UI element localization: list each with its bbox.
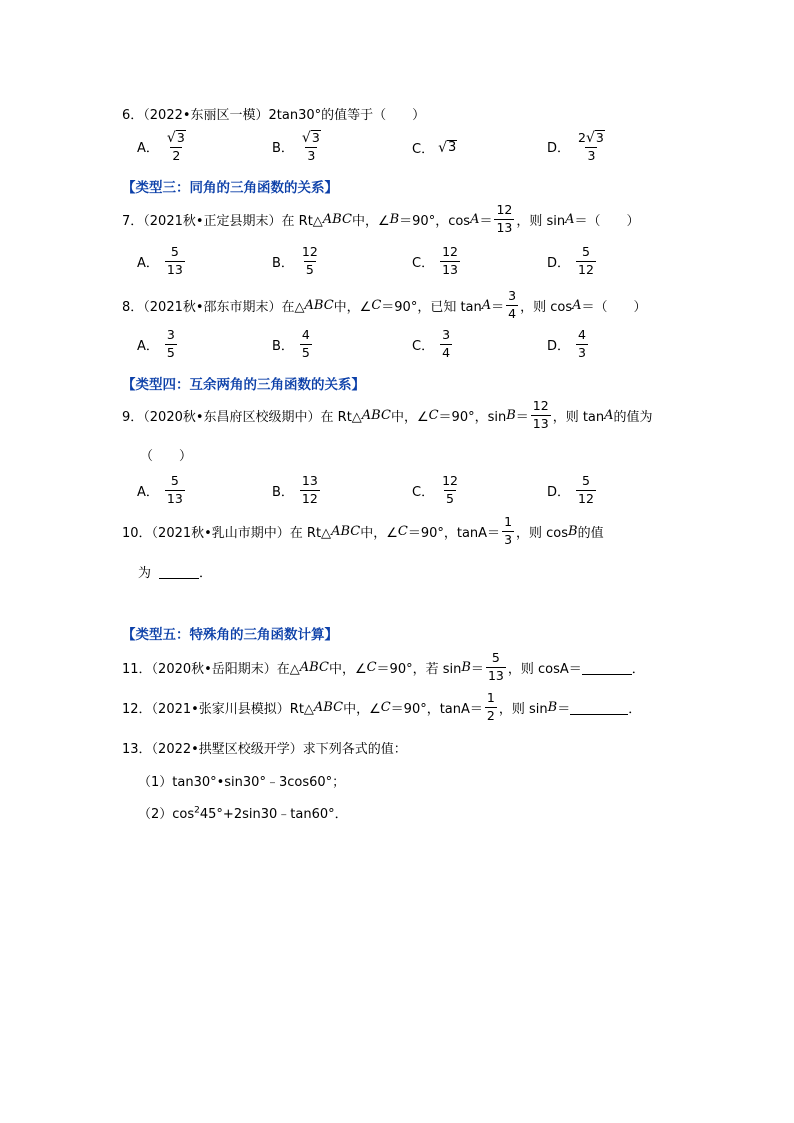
q10-stem: 10．（2021秋•乳山市期中）在 Rt△ ABC 中，∠ C ＝90°，tanA＝ $\frac{1}{3}$ ，则 cos B 的值 bbox=[122, 514, 604, 547]
sqrt: √ 3 bbox=[301, 129, 320, 146]
q7-option-b[interactable]: B． $\frac{12}{5}$ bbox=[272, 244, 318, 277]
q6-option-d[interactable] bbox=[547, 130, 609, 162]
fraction: √ 3 2 bbox=[166, 129, 185, 163]
section-heading-type3: 【类型三：同角的三角函数的关系】 bbox=[122, 180, 338, 196]
option-label: B． bbox=[272, 140, 294, 156]
q8-option-b[interactable]: B． $\frac{4}{5}$ bbox=[272, 327, 310, 360]
fraction: $\frac{12}{13}$ bbox=[442, 244, 458, 277]
answer-blank[interactable] bbox=[159, 564, 199, 579]
option-label: A． bbox=[137, 140, 159, 156]
q10-line2: 为 ． bbox=[138, 566, 213, 581]
q9-option-a[interactable]: A． $\frac{5}{13}$ bbox=[137, 473, 183, 506]
q8-option-d[interactable]: D． $\frac{4}{3}$ bbox=[547, 327, 586, 360]
fraction: $\frac{5}{13}$ bbox=[487, 650, 504, 683]
q7-option-a[interactable]: A． $\frac{5}{13}$ bbox=[137, 244, 183, 277]
q8-stem: 8．（2021秋•邵东市期末）在△ ABC 中，∠ C ＝90°，已知 tan A ＝ $\frac{3}{4}$ ，则 cos A ＝（ ） bbox=[122, 288, 647, 321]
fraction: $\frac{5}{13}$ bbox=[166, 244, 183, 277]
q13-part1: （1）tan30°•sin30°﹣3cos60°； bbox=[138, 775, 346, 790]
q9-option-c[interactable]: C． $\frac{12}{5}$ bbox=[412, 473, 458, 506]
fraction: √ 3 3 bbox=[301, 129, 320, 163]
fraction: $\frac{5}{12}$ bbox=[578, 473, 594, 506]
fraction: $\frac{3}{4}$ bbox=[442, 327, 451, 360]
q13-stem: 13．（2022•拱墅区校级开学）求下列各式的值： bbox=[122, 742, 407, 757]
q11-stem: 11．（2020秋•岳阳期末）在△ ABC 中，∠ C ＝90°，若 sin B ＝ $\frac{5}{13}$ ，则 cosA＝ ． bbox=[122, 650, 645, 683]
sqrt: √ 3 bbox=[166, 129, 185, 146]
q12-stem: 12．（2021•张家川县模拟）Rt△ ABC 中，∠ C ＝90°，tanA＝ $\frac{1}{2}$ ，则 sin B ＝ ． bbox=[122, 690, 642, 723]
answer-blank[interactable] bbox=[582, 660, 632, 675]
q6-stem bbox=[122, 104, 425, 123]
q6-option-a[interactable] bbox=[137, 130, 190, 162]
answer-blank[interactable] bbox=[570, 700, 628, 715]
q9-stem: 9．（2020秋•东昌府区校级期中）在 Rt△ ABC 中，∠ C ＝90°，sin B ＝ $\frac{12}{13}$ ，则 tan A 的值为 bbox=[122, 398, 653, 431]
fraction: $\frac{1}{2}$ bbox=[486, 690, 495, 723]
fraction: $\frac{12}{13}$ bbox=[496, 202, 513, 235]
q9-option-b[interactable]: B． $\frac{13}{12}$ bbox=[272, 473, 318, 506]
q6-stem-text: 6．（2022•东丽区一模）2tan30°的值等于（ ） bbox=[122, 108, 426, 123]
q9-option-d[interactable]: D． $\frac{5}{12}$ bbox=[547, 473, 594, 506]
q7-option-c[interactable]: C． $\frac{12}{13}$ bbox=[412, 244, 458, 277]
fraction: $\frac{1}{3}$ bbox=[504, 514, 513, 547]
q8-option-a[interactable]: A． $\frac{3}{5}$ bbox=[137, 327, 175, 360]
fraction: $\frac{12}{5}$ bbox=[442, 473, 458, 506]
fraction: $\frac{5}{13}$ bbox=[166, 473, 183, 506]
q6-option-b[interactable] bbox=[272, 130, 325, 162]
fraction: $\frac{4}{5}$ bbox=[301, 327, 310, 360]
section-heading-type5: 【类型五：特殊角的三角函数计算】 bbox=[122, 627, 338, 643]
fraction: $\frac{4}{3}$ bbox=[578, 327, 586, 360]
q7-option-d[interactable]: D． $\frac{5}{12}$ bbox=[547, 244, 594, 277]
fraction: $\frac{3}{5}$ bbox=[166, 327, 175, 360]
fraction: $\frac{12}{5}$ bbox=[301, 244, 318, 277]
fraction: $\frac{3}{4}$ bbox=[508, 288, 517, 321]
q13-part2: $(2)\cos^245^\circ+2\sin 30﹣\tan 60^\circ$． bbox=[138, 805, 348, 822]
q6-option-c[interactable] bbox=[412, 138, 457, 157]
fraction: 2 √ 3 3 bbox=[578, 129, 604, 163]
q8-option-c[interactable]: C． $\frac{3}{4}$ bbox=[412, 327, 451, 360]
sqrt: √ 3 bbox=[438, 139, 457, 157]
section-heading-type4: 【类型四：互余两角的三角函数的关系】 bbox=[122, 377, 365, 393]
fraction: $\frac{12}{13}$ bbox=[532, 398, 549, 431]
option-label: C． bbox=[412, 142, 435, 157]
option-label: D． bbox=[547, 140, 571, 156]
fraction: $\frac{5}{12}$ bbox=[578, 244, 594, 277]
fraction: $\frac{13}{12}$ bbox=[301, 473, 318, 506]
q7-stem: 7．（2021秋•正定县期末）在 Rt△ ABC 中，∠ B ＝90°，cos A ＝ $\frac{12}{13}$ ，则 sin A ＝（ ） bbox=[122, 202, 640, 235]
q9-answer-paren: （ ） bbox=[140, 449, 193, 464]
sqrt: √ 3 bbox=[585, 129, 604, 146]
